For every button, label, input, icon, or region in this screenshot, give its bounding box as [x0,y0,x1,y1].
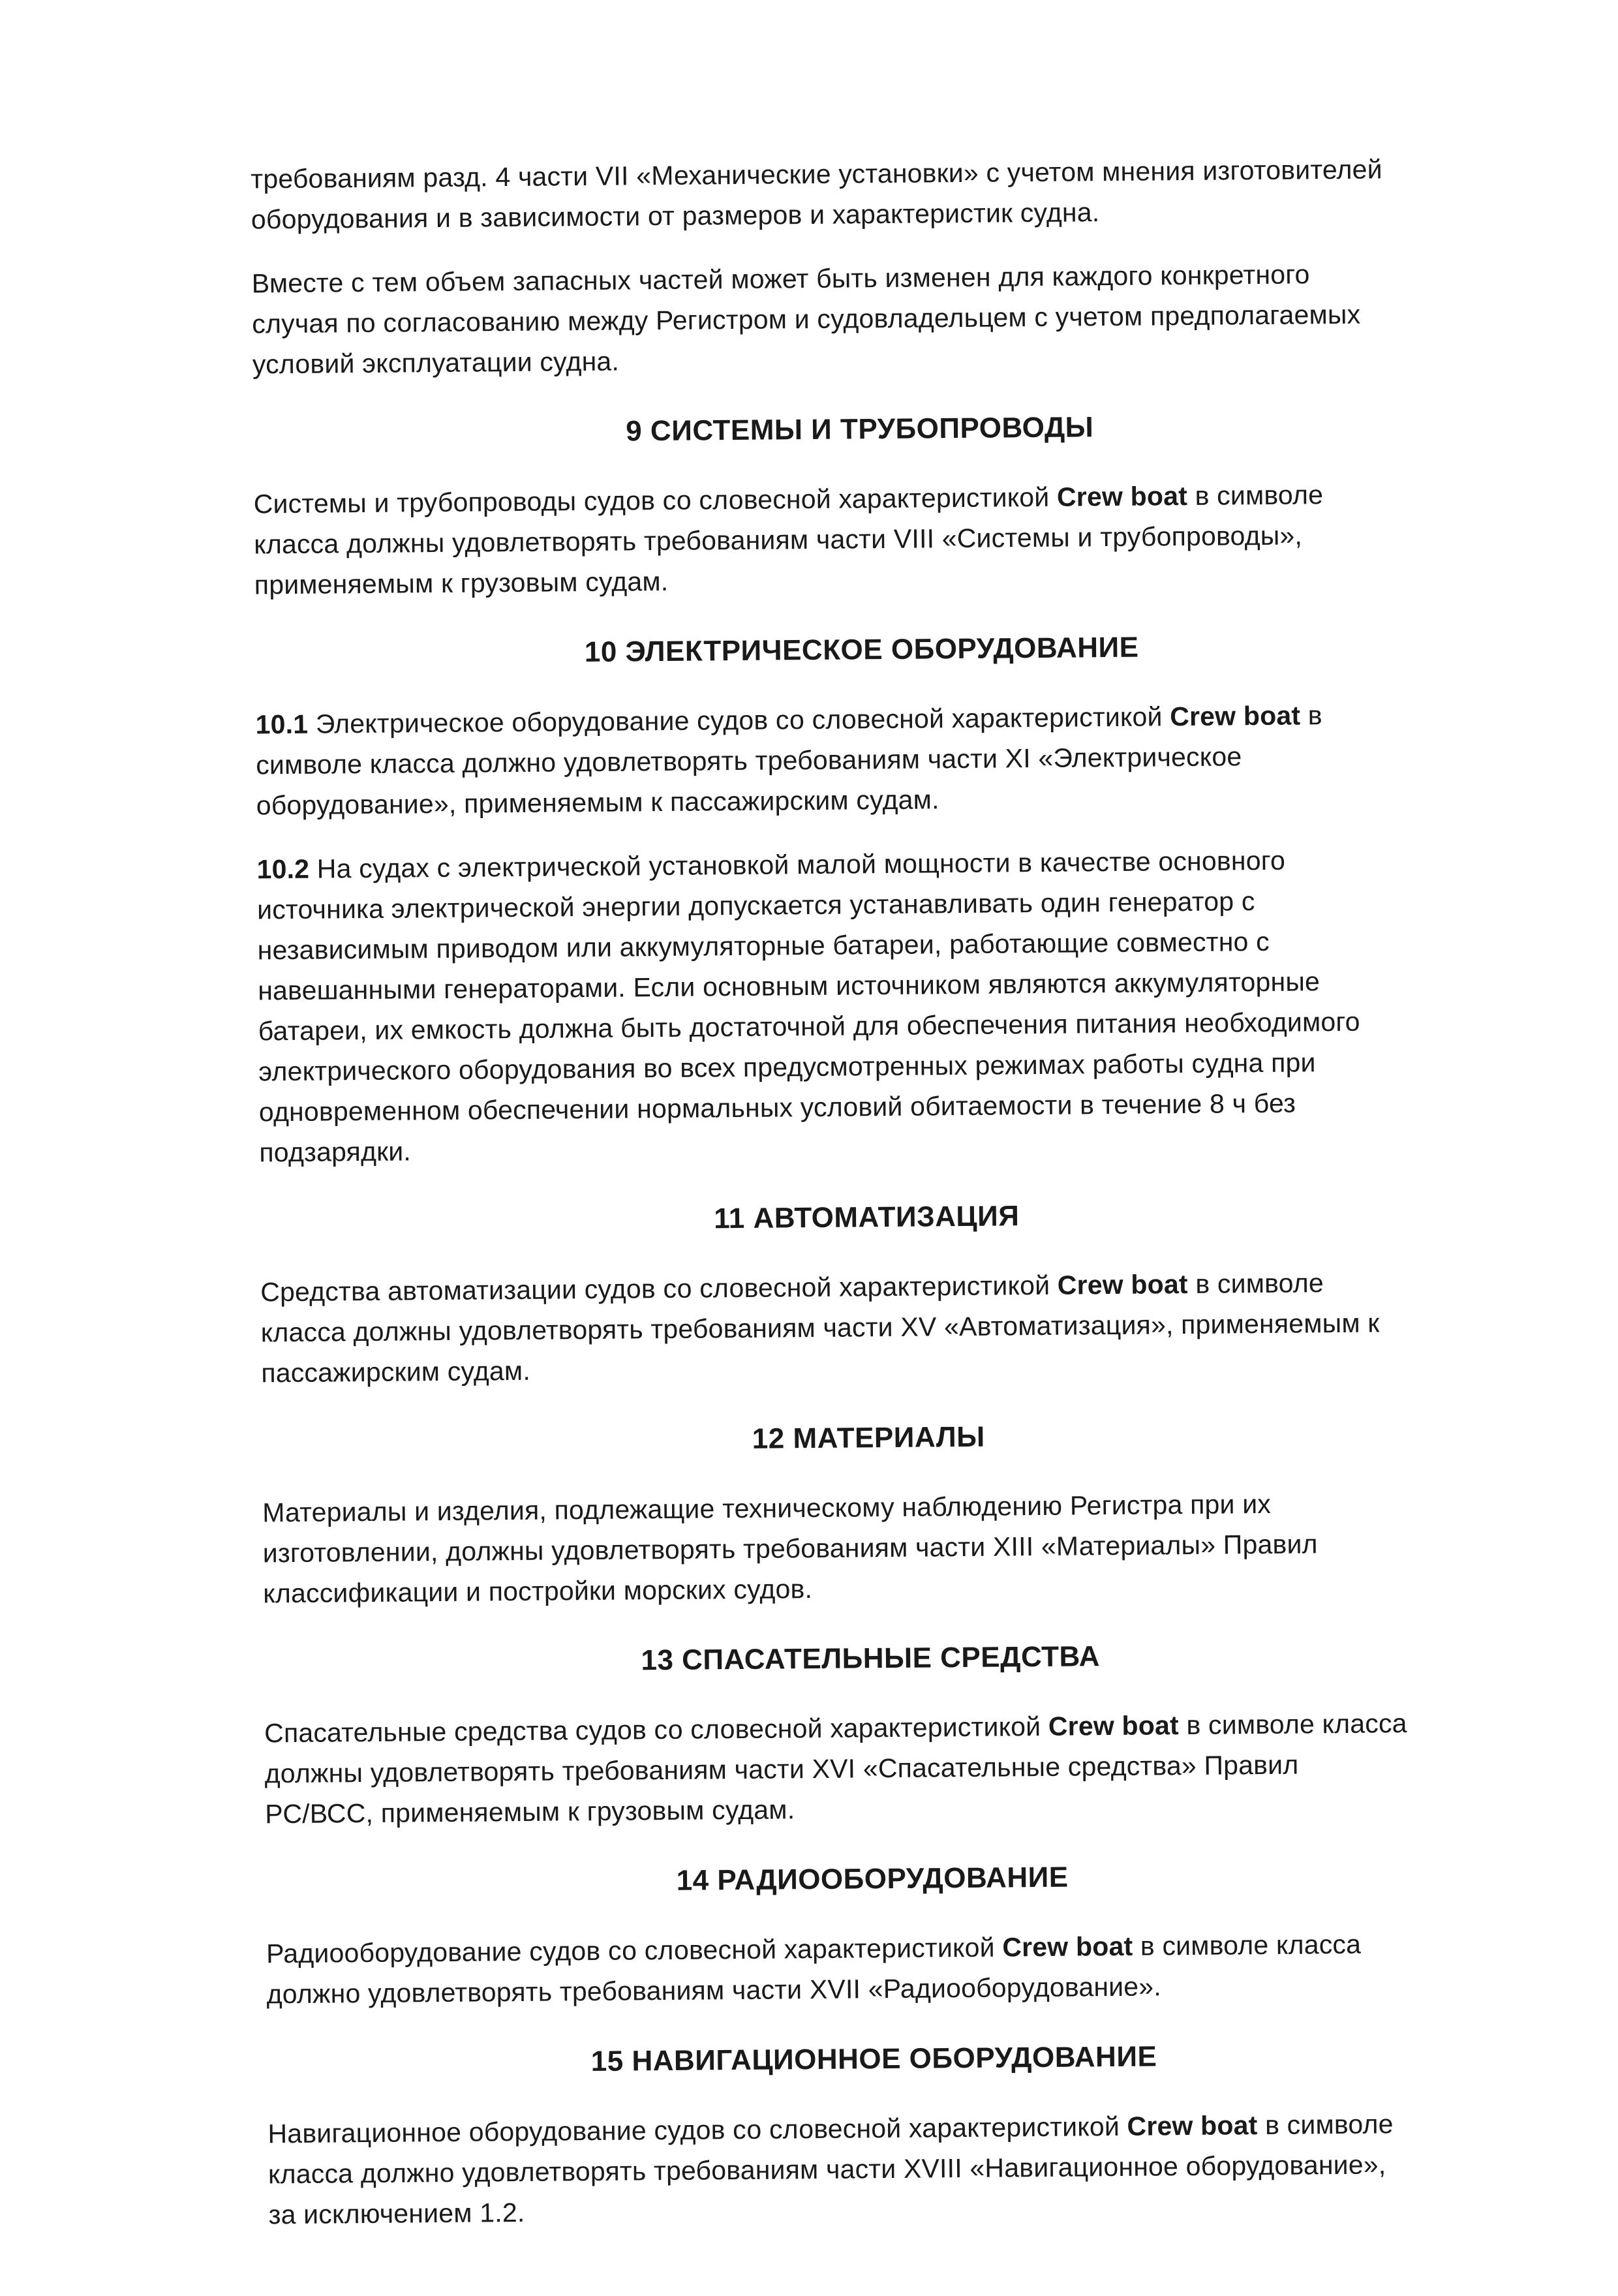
section-10-2-paragraph [256,838,1473,1172]
section-9-heading: 9 СИСТЕМЫ И ТРУБОПРОВОДЫ [626,411,1094,448]
text-line: источника электрической энергии допускается устанавливать один генератор с [256,886,1255,925]
section-14-paragraph [266,1923,1480,2014]
text-run: в символе [1187,480,1324,511]
text-line: изготовлении, должны удовлетворять требованиям части XIII «Материалы» Правил [262,1529,1318,1569]
text-line: подзарядки. [259,1136,412,1168]
crew-boat-term: Crew boat [1048,1710,1180,1741]
text-run: в символе класса [1178,1708,1407,1741]
text-line: класса должны удовлетворять требованиям части VIII «Системы и трубопроводы», [254,520,1303,560]
section-10-1-paragraph [255,694,1470,825]
text-line: независимым приводом или аккумуляторные батареи, работающие совместно с [257,926,1270,966]
section-12-paragraph [262,1482,1477,1614]
section-11-heading: 11 АВТОМАТИЗАЦИЯ [714,1200,1020,1235]
text-line: требованиям разд. 4 части VII «Механические установки» с учетом мнения изготовителей [251,154,1382,194]
text-line: класса должны удовлетворять требованиям части XV «Автоматизация», применяемым к [260,1308,1380,1348]
section-13-paragraph [264,1702,1479,1834]
text-line: условий эксплуатации судна. [252,346,620,380]
crew-boat-term: Crew boat [1057,1269,1188,1300]
clause-number: 10.1 [255,709,309,740]
text-line: Вместе с тем объем запасных частей может быть изменен для каждого конкретного [251,259,1310,299]
section-15-paragraph [267,2103,1482,2235]
section-10-heading: 10 ЭЛЕКТРИЧЕСКОЕ ОБОРУДОВАНИЕ [584,631,1139,669]
text-line: пассажирским судам. [261,1355,531,1388]
section-15-heading: 15 НАВИГАЦИОННОЕ ОБОРУДОВАНИЕ [590,2040,1157,2078]
text-line: электрического оборудования во всех предусмотренных режимах работы судна при [258,1047,1316,1087]
text-line: классификации и постройки морских судов. [263,1574,813,1609]
text-line: должно удовлетворять требованиям части XVII «Радиооборудование». [266,1971,1162,2010]
text-run: в символе класса [1133,1929,1362,1961]
text-line: одновременном обеспечении нормальных условий обитаемости в течение 8 ч без [258,1088,1296,1127]
text-run: Электрическое оборудование судов со словесной характеристикой [308,701,1170,739]
crew-boat-term: Crew boat [1170,700,1301,732]
text-line: за исключением 1.2. [268,2197,525,2230]
document-body [251,148,1482,2235]
section-11-paragraph [260,1261,1475,1393]
intro-paragraph-1 [251,148,1465,239]
section-12-heading: 12 МАТЕРИАЛЫ [752,1420,985,1455]
crew-boat-term: Crew boat [1056,480,1188,512]
text-run: Средства автоматизации судов со словесной характеристикой [260,1270,1058,1308]
clause-number: 10.2 [256,853,310,885]
text-line: символе класса должно удовлетворять требованиям части XI «Электрическое [255,741,1242,780]
text-line: батареи, их емкость должна быть достаточной для обеспечения питания необходимого [258,1006,1360,1047]
crew-boat-term: Crew boat [1127,2110,1258,2141]
text-line: Материалы и изделия, подлежащие техническому наблюдению Регистра при их [262,1488,1272,1528]
crew-boat-term: Crew boat [1002,1931,1133,1963]
text-run: Системы и трубопроводы судов со словесной характеристикой [253,482,1058,519]
intro-paragraph-2 [251,253,1466,384]
section-14-heading: 14 РАДИООБОРУДОВАНИЕ [676,1861,1069,1897]
text-line: применяемым к грузовым судам. [254,566,669,600]
text-line: оборудования и в зависимости от размеров и характеристик судна. [251,197,1100,235]
section-9-paragraph [253,473,1468,605]
text-run: в [1300,700,1322,731]
text-run: На судах с электрической установкой малой мощности в качестве основного [309,845,1286,884]
text-run: Радиооборудование судов со словесной характеристикой [266,1932,1003,1969]
text-run: в символе [1257,2109,1394,2141]
text-run: Спасательные средства судов со словесной характеристикой [264,1711,1049,1749]
text-line: РС/ВСС, применяемым к грузовым судам. [265,1794,795,1829]
text-line: класса должно удовлетворять требованиям части XVIII «Навигационное оборудование», [267,2149,1386,2190]
text-line: оборудование», применяемым к пассажирским судам. [256,784,939,821]
text-line: случая по согласованию между Регистром и судовладельцем с учетом предполагаемых [252,299,1361,339]
text-line: должны удовлетворять требованиям части XVI «Спасательные средства» Правил [264,1749,1299,1789]
text-run: Навигационное оборудование судов со словесной характеристикой [267,2111,1127,2149]
text-line: навешанными генераторами. Если основным источником являются аккумуляторные [258,966,1320,1006]
section-13-heading: 13 СПАСАТЕЛЬНЫЕ СРЕДСТВА [641,1640,1101,1677]
text-run: в символе [1187,1268,1324,1300]
